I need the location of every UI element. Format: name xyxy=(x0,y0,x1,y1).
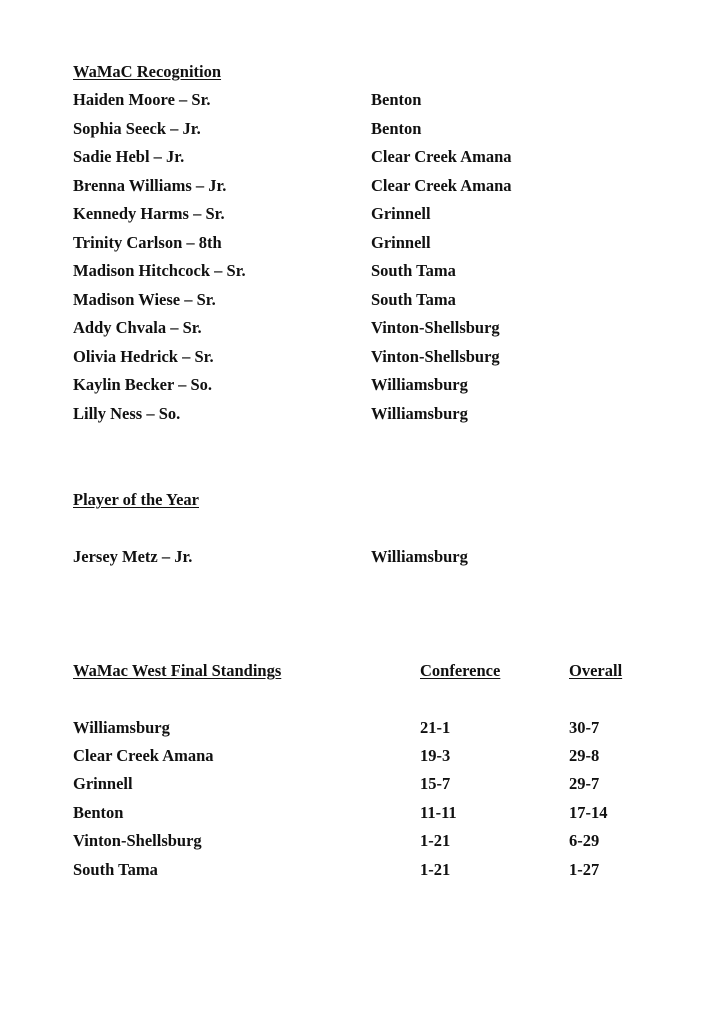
standings-overall: 17-14 xyxy=(569,803,608,822)
player-school: South Tama xyxy=(371,290,456,309)
player-of-year-name: Jersey Metz – Jr. xyxy=(73,547,193,566)
standings-overall: 29-8 xyxy=(569,746,600,765)
player-school: Clear Creek Amana xyxy=(371,176,512,195)
player-school: Vinton-Shellsburg xyxy=(371,347,500,366)
player-school: South Tama xyxy=(371,261,456,280)
standings-conference: 19-3 xyxy=(420,746,451,765)
player-name: Madison Wiese – Sr. xyxy=(73,290,216,309)
player-name: Brenna Williams – Jr. xyxy=(73,176,227,195)
player-name: Sophia Seeck – Jr. xyxy=(73,119,201,138)
player-school: Williamsburg xyxy=(371,375,468,394)
player-school: Benton xyxy=(371,90,422,109)
player-name: Sadie Hebl – Jr. xyxy=(73,147,185,166)
player-name: Trinity Carlson – 8th xyxy=(73,233,222,252)
standings-team: Benton xyxy=(73,803,124,822)
standings-conference: 1-21 xyxy=(420,831,451,850)
standings-team: Vinton-Shellsburg xyxy=(73,831,202,850)
standings-heading: WaMac West Final Standings xyxy=(73,661,282,680)
player-school: Clear Creek Amana xyxy=(371,147,512,166)
player-school: Grinnell xyxy=(371,204,431,223)
recognition-heading: WaMaC Recognition xyxy=(73,62,222,81)
player-name: Haiden Moore – Sr. xyxy=(73,90,211,109)
player-name: Addy Chvala – Sr. xyxy=(73,318,202,337)
standings-overall: 30-7 xyxy=(569,718,600,737)
player-name: Kennedy Harms – Sr. xyxy=(73,204,225,223)
standings-conference: 1-21 xyxy=(420,860,451,879)
player-school: Vinton-Shellsburg xyxy=(371,318,500,337)
player-school: Grinnell xyxy=(371,233,431,252)
standings-team: Clear Creek Amana xyxy=(73,746,214,765)
standings-overall: 1-27 xyxy=(569,860,600,879)
standings-conference: 21-1 xyxy=(420,718,451,737)
standings-conference: 11-11 xyxy=(420,803,457,822)
standings-team: South Tama xyxy=(73,860,158,879)
player-of-year-heading: Player of the Year xyxy=(73,490,199,509)
standings-team: Williamsburg xyxy=(73,718,170,737)
standings-overall: 6-29 xyxy=(569,831,600,850)
standings-conference: 15-7 xyxy=(420,774,451,793)
standings-col-overall: Overall xyxy=(569,661,623,680)
player-of-year-school: Williamsburg xyxy=(371,547,468,566)
standings-col-conference: Conference xyxy=(420,661,501,680)
player-name: Kaylin Becker – So. xyxy=(73,375,213,394)
standings-overall: 29-7 xyxy=(569,774,600,793)
player-name: Madison Hitchcock – Sr. xyxy=(73,261,246,280)
player-name: Olivia Hedrick – Sr. xyxy=(73,347,214,366)
player-school: Benton xyxy=(371,119,422,138)
standings-team: Grinnell xyxy=(73,774,133,793)
player-school: Williamsburg xyxy=(371,404,468,423)
player-name: Lilly Ness – So. xyxy=(73,404,181,423)
